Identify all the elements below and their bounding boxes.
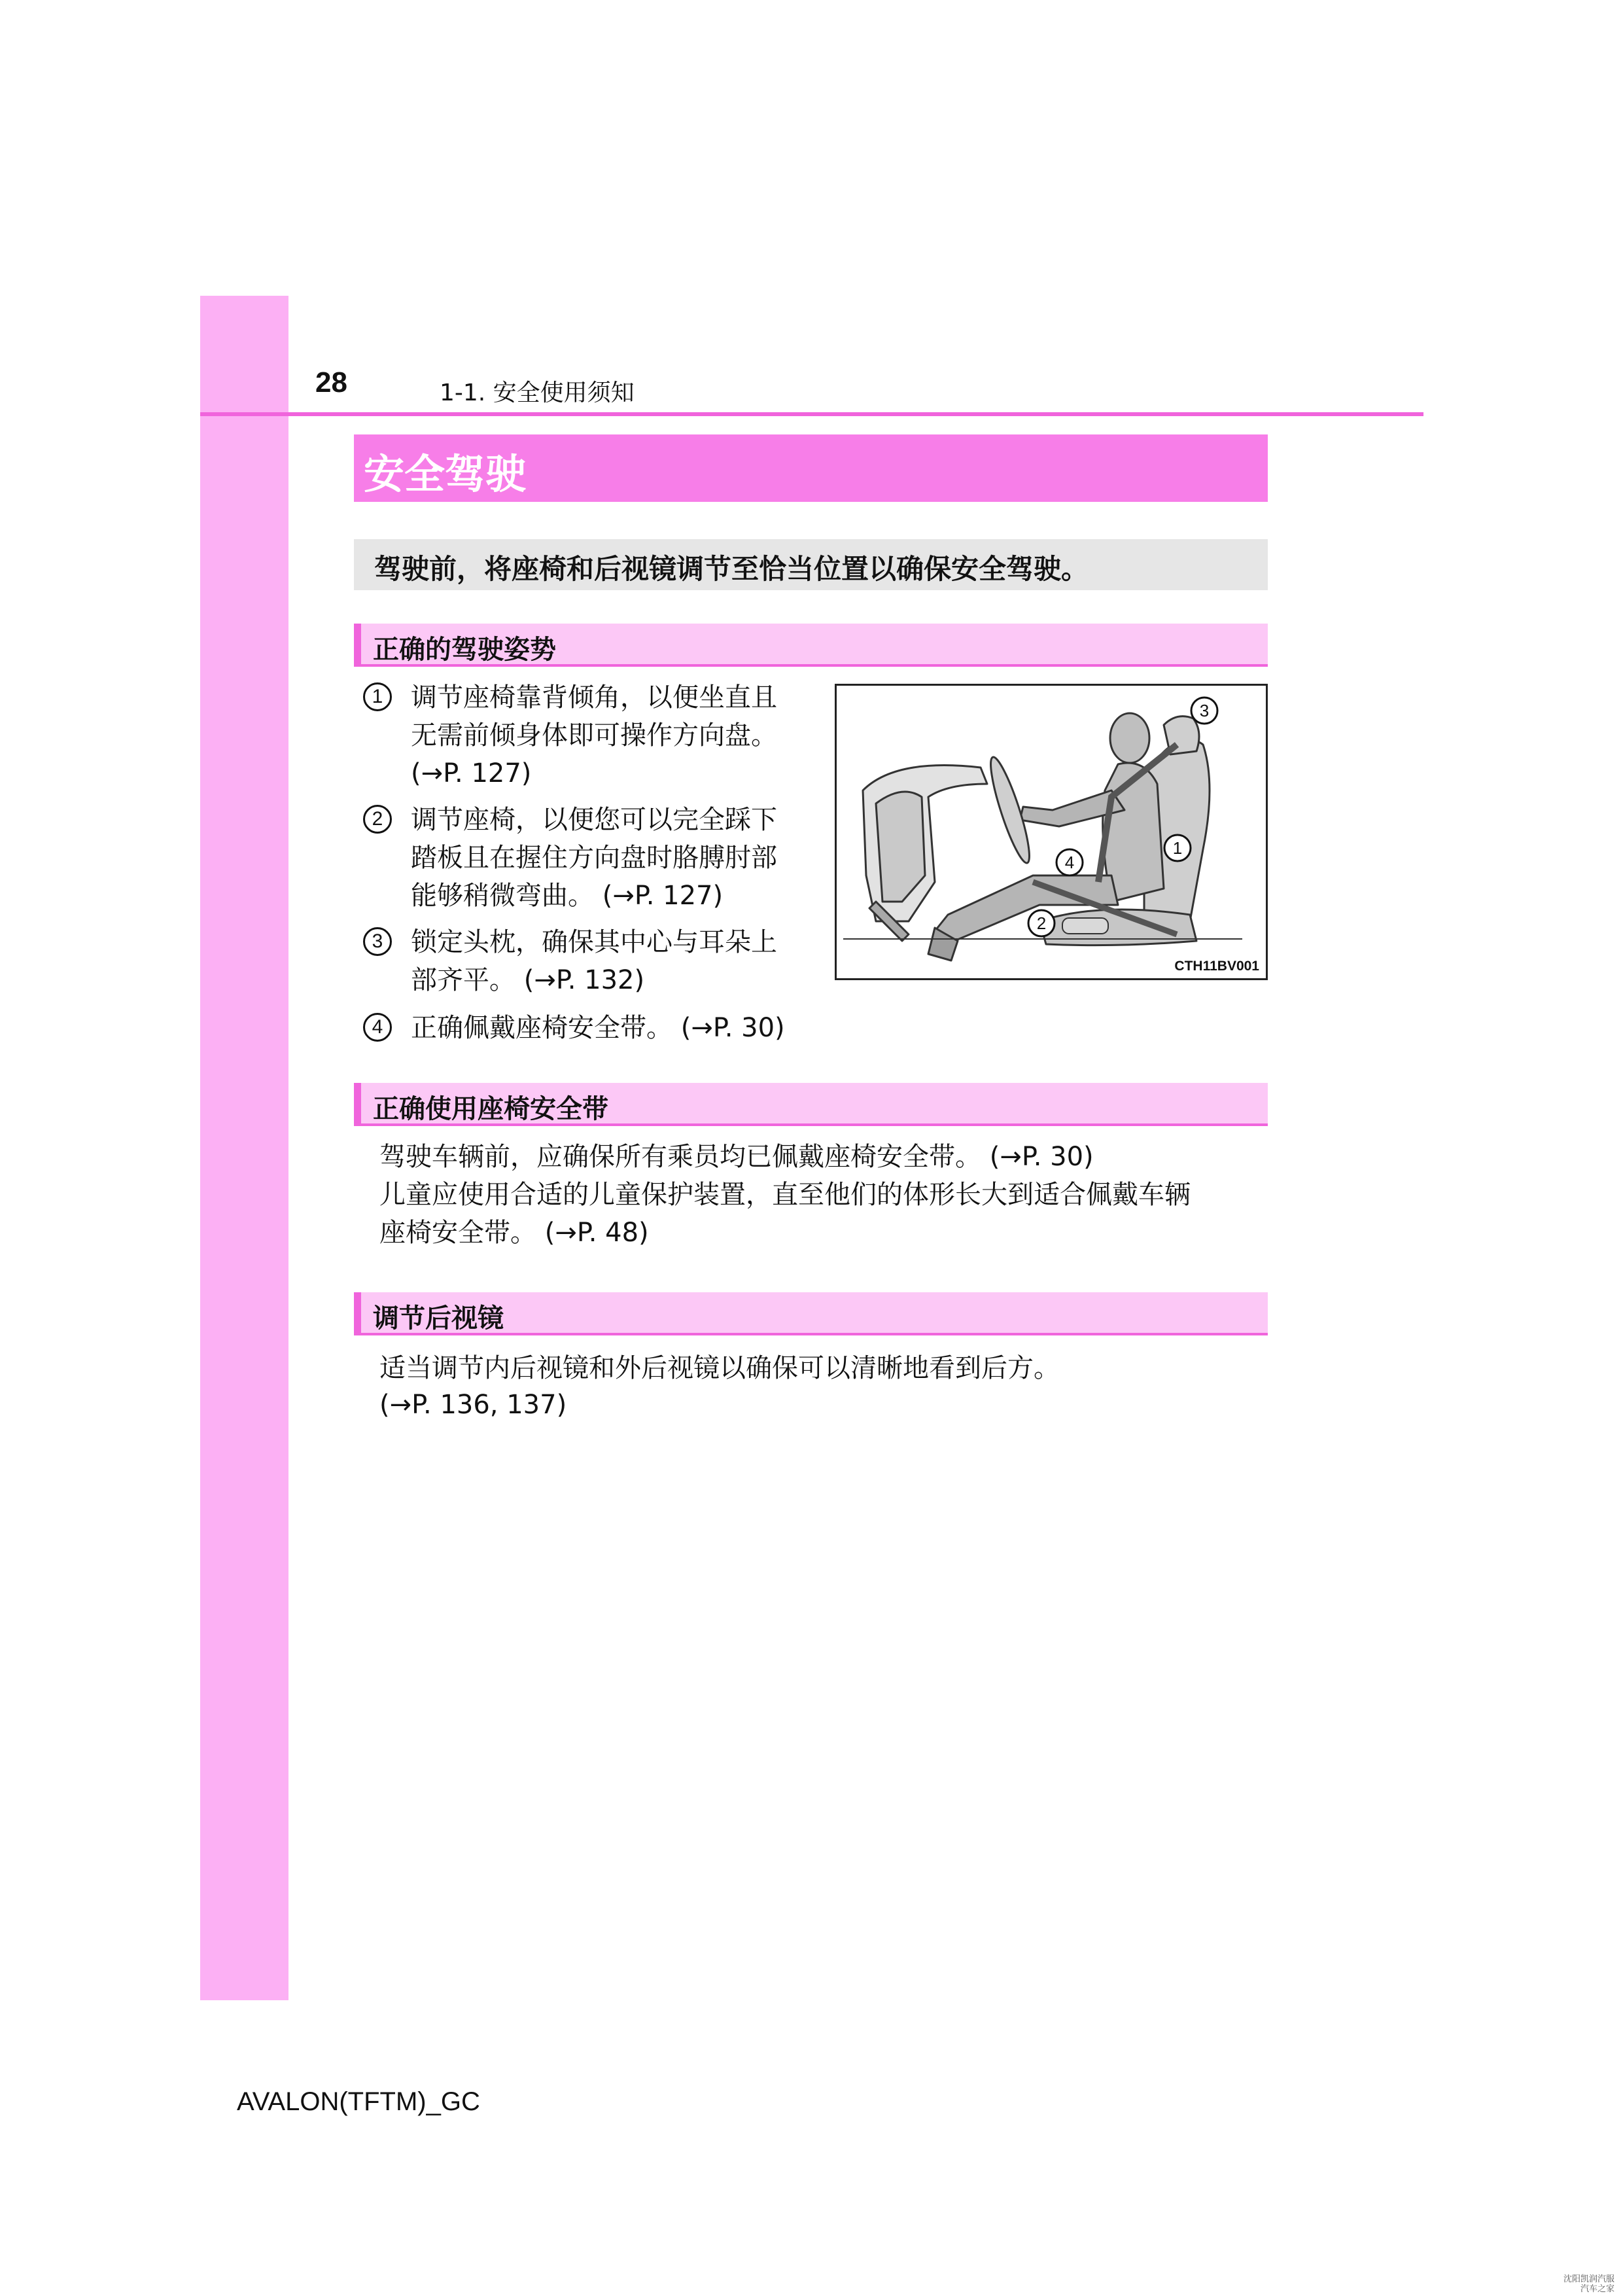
footer-model-code: AVALON(TFTM)_GC: [237, 2087, 480, 2116]
callout-4: 4: [1064, 853, 1075, 872]
item-text: 正确佩戴座椅安全带。 (→P. 30): [411, 1013, 785, 1043]
page-title: 安全驾驶: [364, 450, 527, 498]
item-text: 锁定头枕，确保其中心与耳朵上 部齐平。 (→P. 132): [411, 927, 777, 995]
driver-seat-illustration: [837, 686, 1266, 978]
mirrors-line-1: 适当调节内后视镜和外后视镜以确保可以清晰地看到后方。: [379, 1353, 1060, 1383]
watermark-line: 汽车之家: [1580, 2284, 1615, 2294]
section-heading-mirrors: [354, 1292, 1268, 1335]
item-text: 调节座椅，以便您可以完全踩下 踏板且在握住方向盘时胳膊肘部 能够稍微弯曲。 (→P. 127): [411, 805, 777, 911]
callout-2: 2: [1036, 913, 1047, 933]
chapter-title: 1-1. 安全使用须知: [440, 380, 635, 406]
item-number-circle: 2: [363, 805, 392, 834]
item-number-circle: 4: [363, 1013, 392, 1042]
seatbelt-line-3: 座椅安全带。 (→P. 48): [379, 1218, 649, 1248]
page-number: 28: [315, 366, 347, 398]
callout-1: 1: [1172, 838, 1183, 858]
item-text: 调节座椅靠背倾角，以便坐直且 无需前倾身体即可操作方向盘。 (→P. 127): [411, 682, 777, 788]
driving-posture-figure: [835, 684, 1268, 980]
header-rule: [200, 412, 1423, 416]
watermark-line: 沈阳凯润汽服: [1563, 2274, 1615, 2284]
watermark: [1563, 2274, 1614, 2294]
intro-text: 驾驶前，将座椅和后视镜调节至恰当位置以确保安全驾驶。: [374, 553, 1089, 585]
item-number-circle: 1: [363, 682, 392, 711]
figure-code: CTH11BV001: [1174, 959, 1259, 974]
section-heading-seatbelt: [354, 1083, 1268, 1126]
seatbelt-line-2: 儿童应使用合适的儿童保护装置，直至他们的体形长大到适合佩戴车辆: [379, 1180, 1191, 1210]
section-heading-label: 正确的驾驶姿势: [373, 635, 556, 665]
section-heading-label: 调节后视镜: [373, 1303, 504, 1333]
side-color-band: [200, 296, 288, 2000]
item-number-circle: 3: [363, 927, 392, 956]
callout-3: 3: [1199, 701, 1210, 720]
mirrors-line-2: (→P. 136, 137): [379, 1390, 567, 1420]
seatbelt-line-1: 驾驶车辆前，应确保所有乘员均已佩戴座椅安全带。 (→P. 30): [379, 1142, 1094, 1172]
section-heading-label: 正确使用座椅安全带: [373, 1094, 608, 1124]
section-heading-posture: [354, 624, 1268, 667]
